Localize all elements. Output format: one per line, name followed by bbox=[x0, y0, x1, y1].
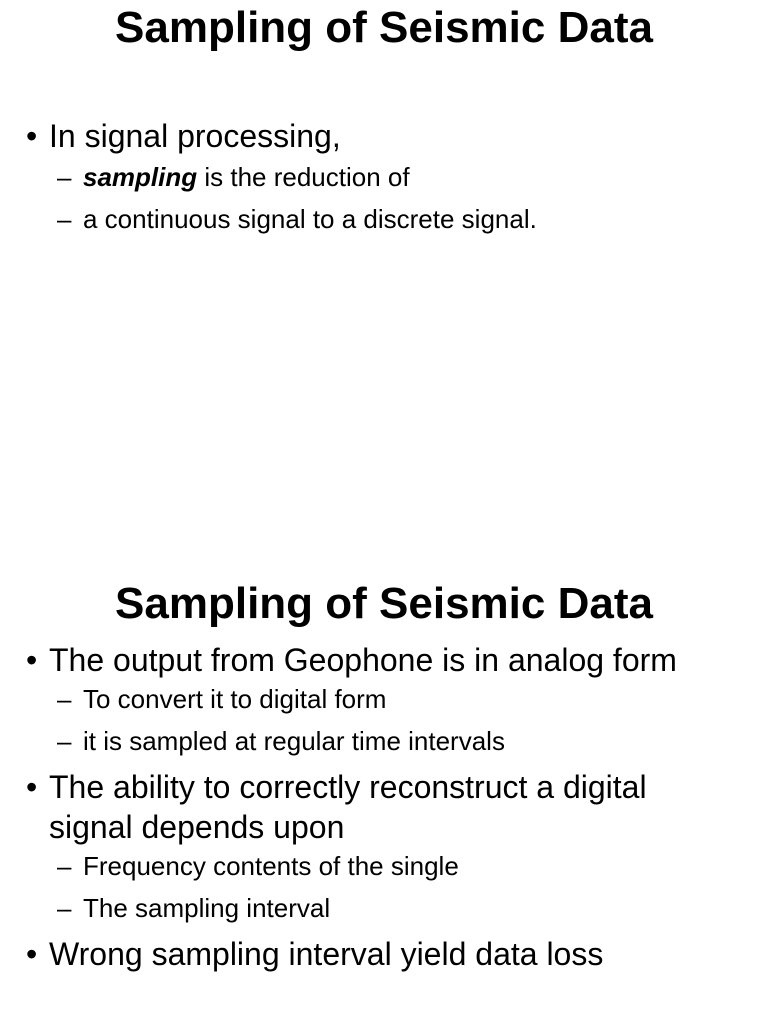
sub-list bbox=[0, 161, 768, 235]
dash-glyph: – bbox=[57, 684, 72, 714]
emphasized-term: sampling bbox=[83, 162, 198, 192]
dash-glyph: – bbox=[57, 851, 72, 881]
sub-bullet-text: Frequency contents of the single bbox=[83, 851, 459, 881]
sub-bullet-text: To convert it to digital form bbox=[83, 684, 387, 714]
bullet-glyph: • bbox=[26, 769, 38, 805]
dash-glyph: – bbox=[57, 893, 72, 923]
bullet-glyph: • bbox=[26, 118, 38, 154]
sub-bullet-item bbox=[0, 725, 768, 757]
bullet-text: Wrong sampling interval yield data loss bbox=[49, 936, 604, 972]
slide-2 bbox=[0, 512, 768, 1024]
bullet-text-line: The ability to correctly reconstruct a digital bbox=[49, 769, 647, 805]
sub-bullet-item bbox=[0, 203, 768, 235]
sub-bullet-text: is the reduction of bbox=[197, 162, 410, 192]
bullet-item bbox=[0, 116, 768, 156]
sub-list-wrapper bbox=[0, 161, 768, 235]
bullet-item bbox=[0, 640, 768, 680]
sub-list-wrapper bbox=[0, 683, 768, 757]
bullet-text: In signal processing, bbox=[49, 118, 341, 154]
sub-bullet-text: a continuous signal to a discrete signal. bbox=[83, 204, 537, 234]
sub-list-wrapper bbox=[0, 850, 768, 924]
sub-list bbox=[0, 850, 768, 924]
bullet-list bbox=[0, 640, 768, 977]
bullet-glyph: • bbox=[26, 642, 38, 678]
bullet-item bbox=[0, 934, 768, 974]
sub-list bbox=[0, 683, 768, 757]
slide-title: Sampling of Seismic Data bbox=[115, 3, 653, 52]
bullet-text: The output from Geophone is in analog form bbox=[49, 642, 677, 678]
dash-glyph: – bbox=[57, 162, 72, 192]
sub-bullet-text: it is sampled at regular time intervals bbox=[83, 726, 505, 756]
sub-bullet-item bbox=[0, 892, 768, 924]
sub-bullet-item bbox=[0, 850, 768, 882]
dash-glyph: – bbox=[57, 204, 72, 234]
bullet-list bbox=[0, 116, 768, 245]
sub-bullet-item bbox=[0, 161, 768, 193]
dash-glyph: – bbox=[57, 726, 72, 756]
bullet-item bbox=[0, 767, 768, 847]
sub-bullet-item bbox=[0, 683, 768, 715]
slide-title: Sampling of Seismic Data bbox=[115, 579, 653, 628]
bullet-glyph: • bbox=[26, 936, 38, 972]
bullet-text-line: signal depends upon bbox=[49, 809, 345, 845]
sub-bullet-text: The sampling interval bbox=[83, 893, 331, 923]
